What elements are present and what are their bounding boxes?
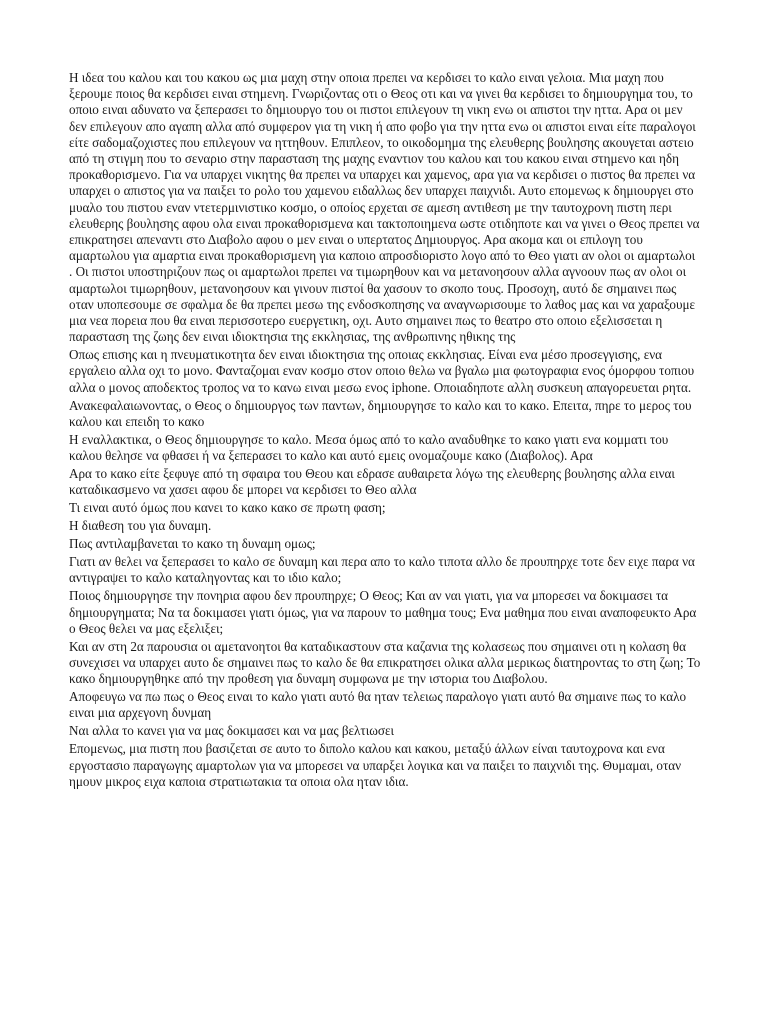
body-paragraph: Ναι αλλα το κανει για να μας δοκιμασει και να μας βελτιωσει	[69, 723, 395, 739]
body-paragraph: Οπως επισης και η πνευματικοτητα δεν ειναι ιδιοκτησια της οποιας εκκλησιας. Είναι ενα μέσο προσεγγισης, ενα εργαλειο αλλα οχι το μονο. Φανταζομαι εναν κοσμο στον οποιο θελω να βγαλω μια φωτογραφια ενος όμορφου τοπιου αλλα ο μονος αποδεκτος τροπος να το κανω ειναι μεσω ενος iphone. Οποιαδηποτε αλλη συσκευη απαγορευεται ρητα.	[69, 347, 695, 395]
body-paragraph: Και αν στη 2α παρουσια οι αμετανοητοι θα καταδικαστουν στα καζανια της κολασεως που σημαινει οτι η κολαση θα συνεχισει να υπαρχει αυτο δε σημαινει πως το καλο δε θα επικρατησει ολικα αλλα μερικως διατηροντας το στη ζωη; Το κακο δημιουργηθηκε από την προθεση για δυναμη συμφωνα με την ιστορια του Διαβολου.	[69, 638, 701, 687]
body-paragraph: Ανακεφαλαιωνοντας, ο Θεος ο δημιουργος των παντων, δημιουργησε το καλο και το κακο. Επειτα, πηρε το μερος του καλου και επειδη το κακο	[69, 397, 692, 429]
body-paragraph: Πως αντιλαμβανεται το κακο τη δυναμη ομως;	[69, 536, 316, 552]
body-paragraph: Γιατι αν θελει να ξεπερασει το καλο σε δυναμη και περα απο το καλο τιποτα αλλο δε προυπηρχε τοτε δεν ειχε παρα να αντιγραψει το καλο καταληγοντας και το ιδιο καλο;	[69, 554, 695, 586]
body-paragraph: Ποιος δημιουργησε την πονηρια αφου δεν προυπηρχε; Ο Θεος; Και αν ναι γιατι, για να μπορεσει να δοκιμασει τα δημιουργηματα; Να τα δοκιμασει γιατι όμως, για να παρουν το μαθημα τους; Ενα μαθημα που ειναι αναποφευκτο Αρα ο Θεος θελει να μας εξελιξει;	[69, 588, 697, 636]
body-paragraph: Τι ειναι αυτό όμως που κανει το κακο κακο σε πρωτη φαση;	[69, 500, 386, 516]
body-paragraph: Η ιδεα του καλου και του κακου ως μια μαχη στην οποια πρεπει να κερδισει το καλο ειναι γελοια. Μια μαχη που ξερουμε ποιος θα κερδισει ειναι στημενη. Γνωριζοντας οτι ο Θεος οτι και να γινει θα κερδισει το δημιουργημα του, το οποιο ειναι αδυνατο να ξεπερασει το δημιουργο του οι πιστοι επιλεγουν τη νικη ενω οι απιστοι την ηττα. Αρα οι μεν δεν επιλεγουν απο αγαπη αλλα από συμφερον για τη νικη ή απο φοβο για την ηττα ενω οι απιστοι ειναι είτε παραλογοι είτε σαδομαζοχιστες που επιλεγουν να ηττηθουν. Επιπλεον, το οικοδομημα της ελευθερης βουλησης ακουγεται αστειο από τη στιγμη που το σεναριο στην παρασταση της μαχης εναντιον του καλου και του κακου ειναι στημενο και ηδη προκαθορισμενο. Για να υπαρχει νικητης θα πρεπει να υπαρχει και χαμενος, αρα για να κερδισει ο πιστος θα πρεπει να υπαρχει ο απιστος για να παιξει το ρολο του χαμενου ειδαλλως δεν υπαρχει παιχνιδι. Αυτο επομενως κ δημιουργει στο μυαλο του πιστου εναν ντετερμινιστικο κοσμο, ο οποίος ερχεται σε αμεση αντιθεση με την ταυτοχρονη πιστη περι ελευθερης βουλησης αφου ολα ειναι προκαθορισμενα και τακτοποιημενα ωστε οτιδηποτε και να γινει ο Θεος πρεπει να επικρατησει απεναντι στο Διαβολο αφου ο μεν ειναι ο υπερτατος Δημιουργος. Αρα ακομα και οι επιλογη του αμαρτωλου για αμαρτια ειναι προκαθορισμενη για καποιο απροσδιοριστο λογο από το Θεο γιατι αν ολοι οι αμαρτωλοι . Οι πιστοι υποστηριζουν πως οι αμαρτωλοι πρεπει να τιμωρηθουν και να μετανοησουν αλλα αγνοουν πως αν ολοι οι αμαρτωλοι τιμωρηθουν, μετανοησουν και γινουν πιστοί θα χασουν το σκοπο τους. Προσοχη, αυτό δε σημαινει πως οταν υποπεσουμε σε σφαλμα δε θα πρεπει μεσω της ενδοσκοπησης να αναγνωρισουμε το λαθος μας και να χαραξουμε μια νεα πορεια που θα ειναι περισσοτερο ευεργετικη, οχι. Αυτο σημαινει πως το θεατρο στο οποιο εξελισσεται η παρασταση της ζωης δεν ειναι ιδιοκτησια της εκκλησιας, της ανθρωπινης ηθικης της	[69, 70, 700, 345]
body-paragraph: Αποφευγω να πω πως ο Θεος ειναι το καλο γιατι αυτό θα ηταν τελειως παραλογο γιατι αυτό θα σημαινε πως το καλο ειναι μια αρχεγονη δυνμαη	[69, 689, 687, 721]
document-page	[69, 70, 701, 790]
body-paragraph: Αρα το κακο είτε ξεφυγε από τη σφαιρα του Θεου και εδρασε αυθαιρετα λόγω της ελευθερης βουλησης αλλα ειναι καταδικασμενο να χασει αφου δε μπορει να κερδισει το Θεο αλλα	[69, 466, 675, 498]
body-paragraph: Η διαθεση του για δυναμη.	[69, 518, 212, 534]
body-paragraph: Η εναλλακτικα, ο Θεος δημιουργησε το καλο. Μεσα όμως από το καλο αναδυθηκε το κακο γιατι ενα κομματι του καλου θελησε να φθασει ή να ξεπερασει το καλο και αυτό εμεις ονομαζουμε κακο (Διαβολος). Αρα	[69, 431, 669, 464]
body-paragraph: Επομενως, μια πιστη που βασιζεται σε αυτο το διπολο καλου και κακου, μεταξύ άλλων είναι ταυτοχρονα και ενα εργοστασιο παραγωγης αμαρτολων για να μπορεσει να υπαρξει λογικα και να παιξει το παιχνιδι της. Θυμαμαι, οταν ημουν μικρος ειχα καποια στρατιωτακια τα οποια ολα ηταν ιδια.	[69, 741, 682, 789]
